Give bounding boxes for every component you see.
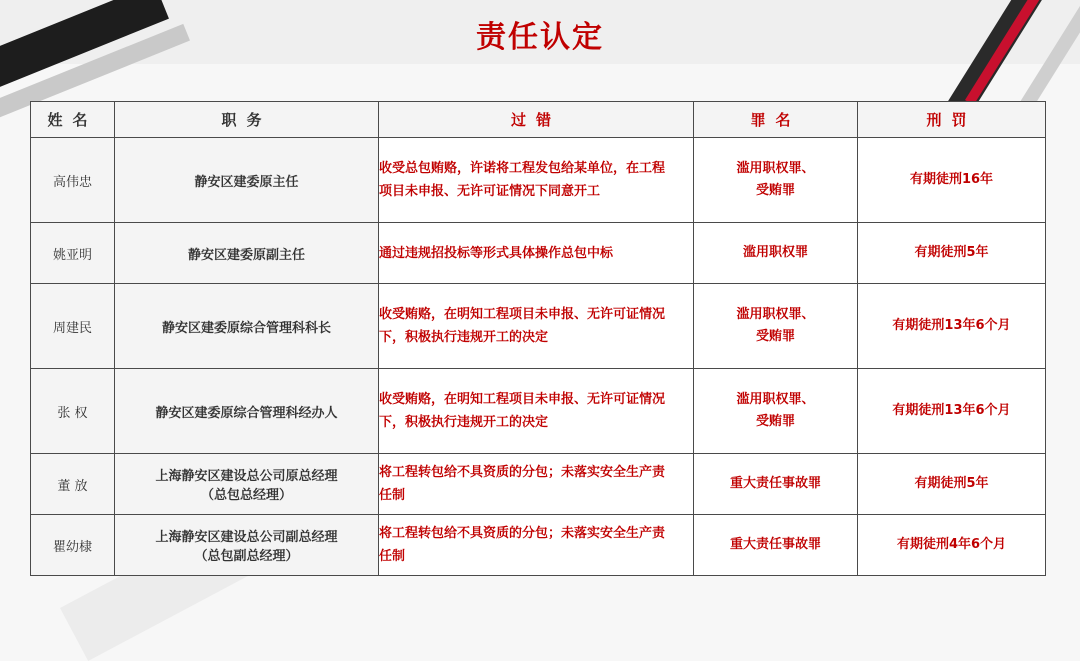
cell-name: 瞿幼棣	[31, 515, 115, 576]
cell-crime: 重大责任事故罪	[694, 515, 858, 576]
cell-penalty: 有期徒刑16年	[858, 138, 1046, 223]
cell-position: 静安区建委原综合管理科经办人	[115, 369, 379, 454]
page-title: 责任认定	[476, 20, 604, 55]
cell-crime: 滥用职权罪、 受贿罪	[694, 138, 858, 223]
table-row	[31, 515, 1046, 576]
cell-crime: 滥用职权罪、 受贿罪	[694, 284, 858, 369]
cell-position: 静安区建委原综合管理科科长	[115, 284, 379, 369]
cell-crime: 重大责任事故罪	[694, 454, 858, 515]
cell-name: 高伟忠	[31, 138, 115, 223]
cell-fault: 收受贿赂，在明知工程项目未申报、无许可证情况 下，积极执行违规开工的决定	[379, 369, 694, 454]
cell-fault: 收受总包贿赂，许诺将工程发包给某单位，在工程 项目未申报、无许可证情况下同意开工	[379, 138, 694, 223]
table-row	[31, 369, 1046, 454]
cell-position: 上海静安区建设总公司副总经理 （总包副总经理）	[115, 515, 379, 576]
cell-penalty: 有期徒刑13年6个月	[858, 369, 1046, 454]
column-header-penalty: 刑罚	[858, 102, 1046, 138]
cell-position: 静安区建委原副主任	[115, 223, 379, 284]
table-row	[31, 284, 1046, 369]
cell-position: 上海静安区建设总公司原总经理 （总包总经理）	[115, 454, 379, 515]
cell-penalty: 有期徒刑5年	[858, 223, 1046, 284]
cell-position: 静安区建委原主任	[115, 138, 379, 223]
responsibility-table	[30, 101, 1046, 576]
table-row	[31, 454, 1046, 515]
cell-name: 张 权	[31, 369, 115, 454]
table-header-row	[31, 102, 1046, 138]
cell-name: 董 放	[31, 454, 115, 515]
cell-penalty: 有期徒刑4年6个月	[858, 515, 1046, 576]
cell-crime: 滥用职权罪	[694, 223, 858, 284]
cell-name: 姚亚明	[31, 223, 115, 284]
column-header-name: 姓名	[31, 102, 115, 138]
cell-fault: 收受贿赂，在明知工程项目未申报、无许可证情况 下，积极执行违规开工的决定	[379, 284, 694, 369]
cell-fault: 将工程转包给不具资质的分包；未落实安全生产责 任制	[379, 515, 694, 576]
cell-name: 周建民	[31, 284, 115, 369]
column-header-crime: 罪名	[694, 102, 858, 138]
cell-crime: 滥用职权罪、 受贿罪	[694, 369, 858, 454]
column-header-position: 职务	[115, 102, 379, 138]
cell-fault: 将工程转包给不具资质的分包；未落实安全生产责 任制	[379, 454, 694, 515]
cell-fault: 通过违规招投标等形式具体操作总包中标	[379, 223, 694, 284]
table-row	[31, 138, 1046, 223]
cell-penalty: 有期徒刑13年6个月	[858, 284, 1046, 369]
cell-penalty: 有期徒刑5年	[858, 454, 1046, 515]
table-row	[31, 223, 1046, 284]
column-header-fault: 过错	[379, 102, 694, 138]
